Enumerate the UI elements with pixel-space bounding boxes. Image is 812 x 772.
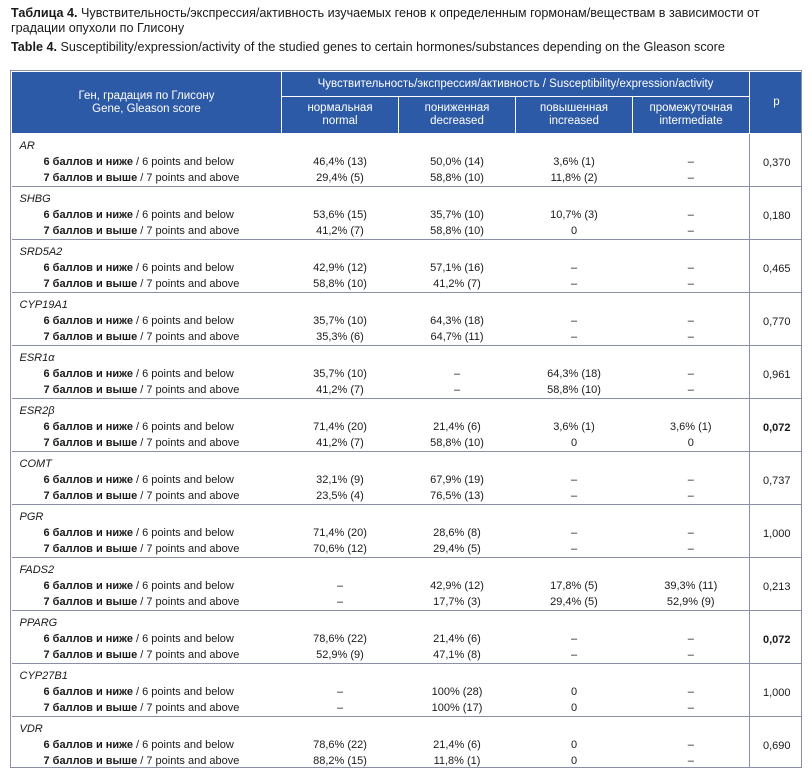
- caption-ru-label: Таблица 4.: [11, 6, 78, 20]
- value-low: 0: [570, 739, 578, 751]
- gene-cell: [12, 187, 282, 240]
- row-label-high-ru: 7 баллов и выше: [43, 278, 138, 290]
- table-row: [12, 134, 803, 187]
- value-high: –: [336, 702, 344, 714]
- value-cell: [633, 505, 750, 558]
- value-high: 23,5% (4): [316, 490, 364, 502]
- value-low: –: [687, 315, 694, 327]
- value-low: –: [687, 262, 694, 274]
- value-high: –: [453, 384, 461, 396]
- value-cell: [516, 346, 633, 399]
- value-low: –: [687, 527, 694, 539]
- row-label-high: [12, 276, 282, 292]
- value-cell: [633, 399, 750, 452]
- value-high: 29,4% (5): [550, 596, 598, 608]
- value-cell: [399, 346, 516, 399]
- caption-ru-text: Чувствительность/экспрессия/активность изучаемых генов к определенным гормонам/веществам в зависимости от градации опухоли по Глисону: [11, 6, 760, 35]
- value-cell: [399, 293, 516, 346]
- header-p: p: [750, 72, 803, 134]
- value-low: –: [687, 739, 694, 751]
- value-low: 35,7% (10): [313, 315, 367, 327]
- row-label-high: [12, 170, 282, 186]
- value-high: 58,8% (10): [430, 172, 484, 184]
- row-label-low-en: / 6 points and below: [132, 686, 234, 698]
- value-high: 52,9% (9): [316, 649, 364, 661]
- value-high: 17,7% (3): [433, 596, 481, 608]
- value-cell: [282, 505, 399, 558]
- header-gene: [12, 72, 282, 134]
- header-group: [282, 72, 750, 97]
- header-col-intermediate-en: intermediate: [659, 115, 723, 127]
- gene-name: VDR: [19, 723, 43, 735]
- value-low: 17,8% (5): [550, 580, 598, 592]
- value-low: –: [570, 315, 578, 327]
- value-high: 41,2% (7): [316, 384, 364, 396]
- row-label-low: [12, 366, 282, 382]
- value-cell: [633, 134, 750, 187]
- header-group-en: / Susceptibility/expression/activity: [539, 77, 714, 90]
- value-low: –: [687, 633, 694, 645]
- value-cell: [516, 134, 633, 187]
- row-label-low-en: / 6 points and below: [132, 421, 234, 433]
- value-low: 21,4% (6): [433, 421, 481, 433]
- p-value: 0,072: [750, 399, 803, 452]
- gene-cell: [12, 399, 282, 452]
- row-label-low-en: / 6 points and below: [132, 527, 234, 539]
- value-low: 57,1% (16): [430, 262, 484, 274]
- value-low: 71,4% (20): [313, 527, 367, 539]
- value-high: –: [570, 490, 578, 502]
- p-value: 0,737: [750, 452, 803, 505]
- row-label-low: [12, 260, 282, 276]
- p-value: 0,213: [750, 558, 803, 611]
- row-label-high-en: / 7 points and above: [137, 225, 240, 237]
- gene-name: PPARG: [19, 617, 58, 629]
- row-label-low-en: / 6 points and below: [132, 474, 234, 486]
- value-low: 78,6% (22): [313, 739, 367, 751]
- row-label-low: [12, 313, 282, 329]
- value-cell: [399, 558, 516, 611]
- row-label-high-ru: 7 баллов и выше: [43, 649, 138, 661]
- value-cell: [282, 558, 399, 611]
- caption-en: [11, 40, 806, 55]
- gene-name: COMT: [19, 458, 52, 470]
- value-cell: [633, 717, 750, 769]
- row-label-low-ru: 6 баллов и ниже: [43, 474, 133, 486]
- header-col-intermediate-ru: промежуточная: [649, 102, 733, 114]
- p-value: 1,000: [750, 664, 803, 717]
- gene-name: CYP27B1: [19, 670, 68, 682]
- row-label-high-ru: 7 баллов и выше: [43, 702, 138, 714]
- value-high: 64,7% (11): [430, 331, 484, 343]
- value-high: –: [570, 278, 578, 290]
- header-col-intermediate: [633, 97, 750, 134]
- gene-name: SHBG: [19, 193, 51, 205]
- value-high: 41,2% (7): [433, 278, 481, 290]
- value-cell: [399, 240, 516, 293]
- row-label-high: [12, 700, 282, 716]
- row-label-high-ru: 7 баллов и выше: [43, 172, 138, 184]
- value-low: –: [336, 580, 344, 592]
- p-value: 0,180: [750, 187, 803, 240]
- p-value: 0,072: [750, 611, 803, 664]
- header-group-ru: Чувствительность/экспрессия/активность: [317, 77, 540, 90]
- value-high: 29,4% (5): [433, 543, 481, 555]
- table-row: [12, 664, 803, 717]
- gene-cell: [12, 134, 282, 187]
- header-col-normal: [282, 97, 399, 134]
- value-low: –: [687, 156, 694, 168]
- header-col-decreased: [399, 97, 516, 134]
- value-low: –: [570, 262, 578, 274]
- row-label-high-ru: 7 баллов и выше: [43, 490, 138, 502]
- header-col-normal-ru: нормальная: [307, 102, 373, 114]
- gene-cell: [12, 505, 282, 558]
- row-label-high-ru: 7 баллов и выше: [43, 596, 138, 608]
- value-low: 42,9% (12): [430, 580, 484, 592]
- value-high: 58,8% (10): [313, 278, 367, 290]
- row-label-low-en: / 6 points and below: [132, 156, 234, 168]
- value-cell: [633, 240, 750, 293]
- row-label-high-ru: 7 баллов и выше: [43, 225, 138, 237]
- value-high: 88,2% (15): [313, 755, 367, 767]
- value-low: 35,7% (10): [430, 209, 484, 221]
- row-label-high: [12, 488, 282, 504]
- value-high: –: [687, 649, 694, 661]
- value-high: –: [336, 596, 344, 608]
- value-high: –: [687, 384, 694, 396]
- value-high: 35,3% (6): [316, 331, 364, 343]
- row-label-low-ru: 6 баллов и ниже: [43, 421, 133, 433]
- value-cell: [282, 664, 399, 717]
- gene-cell: [12, 240, 282, 293]
- value-high: 52,9% (9): [666, 596, 715, 608]
- value-low: –: [687, 209, 694, 221]
- p-value: 0,961: [750, 346, 803, 399]
- table-row: [12, 346, 803, 399]
- value-cell: [282, 134, 399, 187]
- value-cell: [399, 134, 516, 187]
- value-high: –: [687, 490, 694, 502]
- table-row: [12, 717, 803, 769]
- value-cell: [399, 611, 516, 664]
- value-high: –: [687, 225, 694, 237]
- caption-ru: [11, 6, 806, 36]
- row-label-high: [12, 541, 282, 557]
- row-label-high: [12, 753, 282, 768]
- row-label-high-en: / 7 points and above: [137, 702, 240, 714]
- value-low: –: [687, 686, 694, 698]
- value-cell: [516, 558, 633, 611]
- caption-en-label: Table 4.: [11, 40, 57, 54]
- value-low: 53,6% (15): [313, 209, 367, 221]
- data-table-frame: [10, 70, 802, 768]
- p-value: 0,370: [750, 134, 803, 187]
- value-low: 78,6% (22): [313, 633, 367, 645]
- row-label-high-en: / 7 points and above: [137, 490, 240, 502]
- value-cell: [282, 187, 399, 240]
- gene-cell: [12, 293, 282, 346]
- row-label-high-en: / 7 points and above: [137, 172, 240, 184]
- value-low: –: [453, 368, 461, 380]
- value-cell: [399, 664, 516, 717]
- value-low: –: [687, 474, 694, 486]
- value-high: –: [687, 755, 694, 767]
- value-high: 41,2% (7): [316, 437, 364, 449]
- row-label-low: [12, 472, 282, 488]
- header-gene-en: Gene, Gleason score: [92, 102, 201, 115]
- p-value: 0,690: [750, 717, 803, 769]
- value-cell: [516, 187, 633, 240]
- row-label-low: [12, 684, 282, 700]
- row-label-low-ru: 6 баллов и ниже: [43, 209, 133, 221]
- row-label-low-ru: 6 баллов и ниже: [43, 156, 133, 168]
- value-high: 29,4% (5): [316, 172, 364, 184]
- value-low: –: [570, 527, 578, 539]
- p-value: 1,000: [750, 505, 803, 558]
- value-cell: [633, 611, 750, 664]
- row-label-low-ru: 6 баллов и ниже: [43, 633, 133, 645]
- value-high: 58,8% (10): [547, 384, 601, 396]
- row-label-high-en: / 7 points and above: [137, 596, 240, 608]
- value-high: –: [570, 543, 578, 555]
- row-label-high: [12, 647, 282, 663]
- gene-name: CYP19A1: [19, 299, 68, 311]
- row-label-high: [12, 594, 282, 610]
- row-label-high-ru: 7 баллов и выше: [43, 543, 138, 555]
- value-cell: [399, 505, 516, 558]
- value-cell: [516, 611, 633, 664]
- value-low: 46,4% (13): [313, 156, 367, 168]
- value-high: 0: [570, 225, 578, 237]
- value-high: 70,6% (12): [313, 543, 367, 555]
- table-row: [12, 293, 803, 346]
- value-cell: [633, 346, 750, 399]
- value-low: –: [570, 474, 578, 486]
- value-low: 64,3% (18): [430, 315, 484, 327]
- header-col-increased-en: increased: [549, 115, 599, 127]
- value-cell: [633, 187, 750, 240]
- value-low: 64,3% (18): [547, 368, 601, 380]
- gene-name: ESR2β: [19, 405, 55, 417]
- table-row: [12, 505, 803, 558]
- table-row: [12, 399, 803, 452]
- row-label-low: [12, 154, 282, 170]
- value-cell: [282, 611, 399, 664]
- value-cell: [516, 293, 633, 346]
- value-high: 0: [570, 755, 578, 767]
- value-high: 11,8% (1): [433, 755, 481, 767]
- row-label-high-ru: 7 баллов и выше: [43, 437, 138, 449]
- row-label-high-en: / 7 points and above: [137, 755, 240, 767]
- row-label-low-ru: 6 баллов и ниже: [43, 580, 133, 592]
- row-label-low-en: / 6 points and below: [132, 315, 234, 327]
- value-high: 0: [570, 702, 578, 714]
- row-label-high-ru: 7 баллов и выше: [43, 755, 138, 767]
- value-low: 39,3% (11): [664, 580, 718, 592]
- gene-name: FADS2: [19, 564, 55, 576]
- value-low: 21,4% (6): [433, 739, 481, 751]
- gene-cell: [12, 346, 282, 399]
- header-col-decreased-ru: пониженная: [424, 102, 490, 114]
- value-high: 58,8% (10): [430, 225, 484, 237]
- value-cell: [633, 664, 750, 717]
- value-high: –: [570, 649, 578, 661]
- row-label-high: [12, 382, 282, 398]
- value-low: –: [570, 633, 578, 645]
- row-label-low-en: / 6 points and below: [132, 580, 234, 592]
- value-high: –: [687, 331, 694, 343]
- value-cell: [633, 558, 750, 611]
- row-label-high-en: / 7 points and above: [137, 384, 240, 396]
- row-label-low: [12, 578, 282, 594]
- value-cell: [516, 717, 633, 769]
- row-label-low: [12, 631, 282, 647]
- value-cell: [633, 293, 750, 346]
- value-cell: [282, 399, 399, 452]
- header-col-decreased-en: decreased: [430, 115, 484, 127]
- value-cell: [399, 399, 516, 452]
- gene-cell: [12, 452, 282, 505]
- header-col-increased-ru: повышенная: [540, 102, 608, 114]
- table-body: [12, 134, 803, 769]
- row-label-low-ru: 6 баллов и ниже: [43, 368, 133, 380]
- value-low: 3,6% (1): [669, 421, 712, 433]
- row-label-high: [12, 223, 282, 239]
- value-high: 11,8% (2): [550, 172, 598, 184]
- value-cell: [516, 452, 633, 505]
- header-gene-ru: Ген, градация по Глисону: [78, 89, 215, 102]
- header-col-increased: [516, 97, 633, 134]
- gene-cell: [12, 717, 282, 769]
- row-label-low-ru: 6 баллов и ниже: [43, 527, 133, 539]
- row-label-high: [12, 435, 282, 451]
- row-label-high-en: / 7 points and above: [137, 331, 240, 343]
- value-low: –: [687, 368, 694, 380]
- table-row: [12, 240, 803, 293]
- value-high: –: [687, 543, 694, 555]
- row-label-low-ru: 6 баллов и ниже: [43, 262, 133, 274]
- value-high: 100% (17): [431, 702, 483, 714]
- value-low: 71,4% (20): [313, 421, 367, 433]
- value-cell: [282, 240, 399, 293]
- value-low: 42,9% (12): [313, 262, 367, 274]
- row-label-low-en: / 6 points and below: [132, 633, 234, 645]
- value-high: –: [570, 331, 578, 343]
- value-low: 21,4% (6): [433, 633, 481, 645]
- value-low: 3,6% (1): [553, 421, 595, 433]
- value-low: 0: [570, 686, 578, 698]
- value-cell: [282, 717, 399, 769]
- value-cell: [399, 187, 516, 240]
- table-row: [12, 187, 803, 240]
- row-label-low-en: / 6 points and below: [132, 368, 234, 380]
- value-cell: [516, 240, 633, 293]
- value-cell: [282, 452, 399, 505]
- gene-name: PGR: [19, 511, 44, 523]
- row-label-high-ru: 7 баллов и выше: [43, 384, 138, 396]
- gene-name: SRD5A2: [19, 246, 63, 258]
- row-label-high-en: / 7 points and above: [137, 649, 240, 661]
- value-high: 58,8% (10): [430, 437, 484, 449]
- row-label-low: [12, 419, 282, 435]
- row-label-low-ru: 6 баллов и ниже: [43, 315, 133, 327]
- caption-en-text: Susceptibility/expression/activity of the studied genes to certain hormones/substances depending on the Gleason score: [60, 40, 725, 54]
- value-high: –: [687, 172, 694, 184]
- value-cell: [516, 505, 633, 558]
- row-label-high: [12, 329, 282, 345]
- gene-name: AR: [19, 140, 35, 152]
- header-col-normal-en: normal: [322, 115, 358, 127]
- p-value: 0,465: [750, 240, 803, 293]
- value-high: –: [687, 278, 694, 290]
- value-low: 32,1% (9): [316, 474, 364, 486]
- row-label-low-ru: 6 баллов и ниже: [43, 739, 133, 751]
- value-low: –: [336, 686, 344, 698]
- row-label-low-en: / 6 points and below: [132, 209, 234, 221]
- row-label-high-en: / 7 points and above: [137, 278, 240, 290]
- row-label-low-ru: 6 баллов и ниже: [43, 686, 133, 698]
- value-cell: [282, 293, 399, 346]
- table-row: [12, 452, 803, 505]
- row-label-low-en: / 6 points and below: [132, 739, 234, 751]
- value-cell: [516, 664, 633, 717]
- value-high: 47,1% (8): [433, 649, 481, 661]
- table-caption: [11, 6, 806, 55]
- value-cell: [282, 346, 399, 399]
- table-row: [12, 611, 803, 664]
- value-low: 10,7% (3): [550, 209, 598, 221]
- value-high: 0: [570, 437, 578, 449]
- row-label-low: [12, 207, 282, 223]
- value-low: 50,0% (14): [430, 156, 484, 168]
- value-low: 35,7% (10): [313, 368, 367, 380]
- gene-cell: [12, 611, 282, 664]
- value-low: 100% (28): [431, 686, 483, 698]
- row-label-low-en: / 6 points and below: [132, 262, 234, 274]
- value-high: 41,2% (7): [316, 225, 364, 237]
- gene-name: ESR1α: [19, 352, 55, 364]
- value-high: 0: [687, 437, 694, 449]
- data-table: [11, 71, 802, 768]
- value-low: 67,9% (19): [430, 474, 484, 486]
- row-label-high-en: / 7 points and above: [137, 543, 240, 555]
- value-low: 3,6% (1): [553, 156, 595, 168]
- value-cell: [516, 399, 633, 452]
- table-row: [12, 558, 803, 611]
- gene-cell: [12, 558, 282, 611]
- value-low: 28,6% (8): [433, 527, 481, 539]
- value-cell: [399, 452, 516, 505]
- gene-cell: [12, 664, 282, 717]
- row-label-low: [12, 737, 282, 753]
- value-cell: [633, 452, 750, 505]
- value-high: –: [687, 702, 694, 714]
- row-label-high-ru: 7 баллов и выше: [43, 331, 138, 343]
- value-high: 76,5% (13): [430, 490, 484, 502]
- row-label-low: [12, 525, 282, 541]
- value-cell: [399, 717, 516, 769]
- row-label-high-en: / 7 points and above: [137, 437, 240, 449]
- p-value: 0,770: [750, 293, 803, 346]
